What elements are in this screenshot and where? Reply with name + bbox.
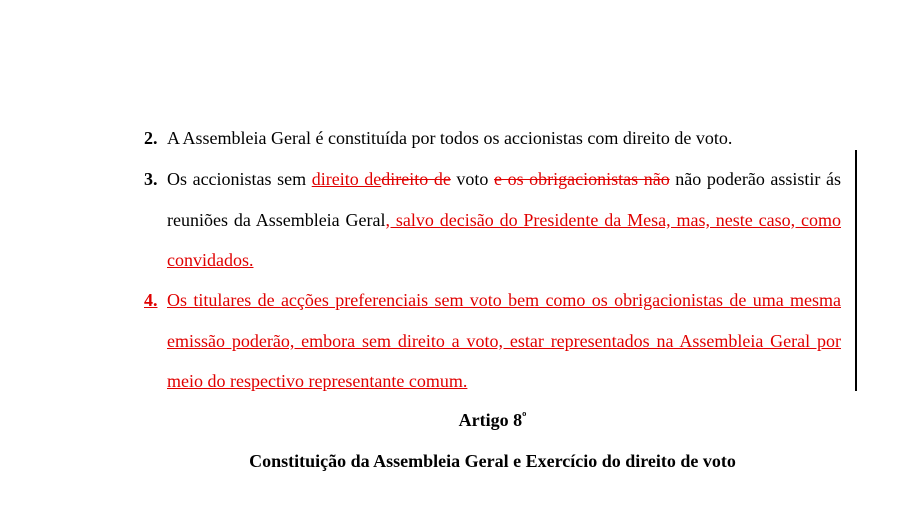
article-title-text: Artigo 8 bbox=[458, 410, 523, 430]
text-segment: Os accionistas sem bbox=[167, 169, 312, 189]
clause-3-text bbox=[167, 159, 841, 281]
clause-2-number: 2. bbox=[144, 128, 158, 148]
text-segment: voto bbox=[450, 169, 495, 189]
clause-3-number: 3. bbox=[144, 169, 158, 189]
article-title bbox=[0, 409, 911, 431]
revision-change-bar bbox=[855, 150, 857, 391]
clause-3 bbox=[144, 159, 841, 281]
article-subtitle: Constituição da Assembleia Geral e Exercício do direito de voto bbox=[249, 451, 736, 471]
inserted-text: , salvo decisão do Presidente da Mesa, mas, neste caso, como convidados. bbox=[167, 209, 841, 271]
text-segment: não poderão assistir ás reuniões da Assembleia Geral bbox=[167, 169, 841, 230]
deleted-text: direito de bbox=[381, 169, 451, 189]
clause-4-text bbox=[167, 280, 841, 402]
clause-2 bbox=[144, 118, 841, 159]
text-segment: A Assembleia Geral é constituída por todos os accionistas com direito de voto. bbox=[167, 128, 733, 148]
inserted-text: direito de bbox=[311, 169, 382, 189]
clause-4-number: 4. bbox=[144, 290, 158, 310]
article-ordinal: º bbox=[522, 409, 527, 424]
inserted-text: Os titulares de acções preferenciais sem voto bem como os obrigacionistas de uma mesma emissão poderão, embora sem direito a voto, estar representados na Assembleia Geral por meio do respectivo representante comum. bbox=[167, 290, 841, 392]
clause-4 bbox=[144, 280, 841, 402]
deleted-text: e os obrigacionistas não bbox=[494, 169, 670, 189]
clause-2-text bbox=[167, 118, 841, 159]
